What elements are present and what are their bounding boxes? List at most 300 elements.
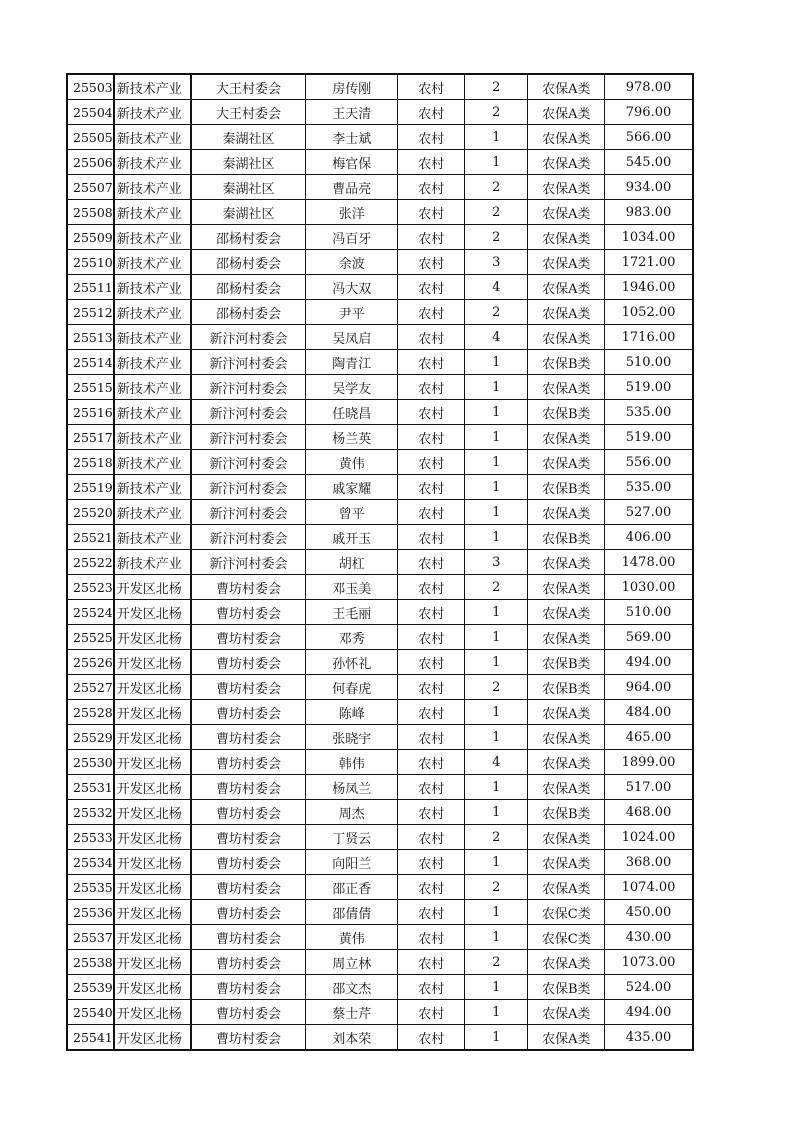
person-name-cell: 邓玉美 [306, 575, 398, 600]
row-id-cell: 25526 [67, 650, 114, 675]
amount-cell: 535.00 [605, 475, 693, 500]
village-cell: 曹坊村委会 [191, 725, 306, 750]
insurance-category-cell: 农保A类 [528, 775, 605, 800]
village-cell: 曹坊村委会 [191, 625, 306, 650]
household-type-cell: 农村 [398, 900, 465, 925]
village-cell: 大王村委会 [191, 74, 306, 100]
village-cell: 新汴河村委会 [191, 375, 306, 400]
village-cell: 曹坊村委会 [191, 1000, 306, 1025]
person-name-cell: 戚开玉 [306, 525, 398, 550]
village-cell: 新汴河村委会 [191, 500, 306, 525]
member-count-cell: 2 [465, 200, 528, 225]
area-cell: 开发区北杨 [114, 825, 191, 850]
area-cell: 开发区北杨 [114, 650, 191, 675]
table-row [67, 450, 693, 475]
amount-cell: 1899.00 [605, 750, 693, 775]
household-type-cell: 农村 [398, 875, 465, 900]
insurance-category-cell: 农保B类 [528, 350, 605, 375]
area-cell: 开发区北杨 [114, 900, 191, 925]
village-cell: 秦湖社区 [191, 125, 306, 150]
table-row [67, 300, 693, 325]
amount-cell: 510.00 [605, 600, 693, 625]
person-name-cell: 张晓宇 [306, 725, 398, 750]
person-name-cell: 黄伟 [306, 450, 398, 475]
table-row [67, 125, 693, 150]
row-id-cell: 25539 [67, 975, 114, 1000]
member-count-cell: 3 [465, 250, 528, 275]
village-cell: 新汴河村委会 [191, 425, 306, 450]
person-name-cell: 张洋 [306, 200, 398, 225]
person-name-cell: 吴学友 [306, 375, 398, 400]
insurance-category-cell: 农保A类 [528, 850, 605, 875]
amount-cell: 566.00 [605, 125, 693, 150]
insurance-category-cell: 农保B类 [528, 650, 605, 675]
household-type-cell: 农村 [398, 425, 465, 450]
amount-cell: 1478.00 [605, 550, 693, 575]
person-name-cell: 邓秀 [306, 625, 398, 650]
member-count-cell: 1 [465, 125, 528, 150]
table-row [67, 825, 693, 850]
amount-cell: 435.00 [605, 1025, 693, 1051]
household-type-cell: 农村 [398, 650, 465, 675]
household-type-cell: 农村 [398, 125, 465, 150]
member-count-cell: 1 [465, 850, 528, 875]
person-name-cell: 梅官保 [306, 150, 398, 175]
household-type-cell: 农村 [398, 1025, 465, 1051]
row-id-cell: 25506 [67, 150, 114, 175]
insurance-category-cell: 农保C类 [528, 925, 605, 950]
amount-cell: 1074.00 [605, 875, 693, 900]
member-count-cell: 1 [465, 1000, 528, 1025]
person-name-cell: 周杰 [306, 800, 398, 825]
household-type-cell: 农村 [398, 850, 465, 875]
insurance-category-cell: 农保A类 [528, 175, 605, 200]
row-id-cell: 25509 [67, 225, 114, 250]
insurance-category-cell: 农保A类 [528, 750, 605, 775]
row-id-cell: 25524 [67, 600, 114, 625]
row-id-cell: 25534 [67, 850, 114, 875]
row-id-cell: 25517 [67, 425, 114, 450]
member-count-cell: 1 [465, 800, 528, 825]
area-cell: 新技术产业 [114, 225, 191, 250]
area-cell: 开发区北杨 [114, 875, 191, 900]
amount-cell: 510.00 [605, 350, 693, 375]
amount-cell: 934.00 [605, 175, 693, 200]
area-cell: 开发区北杨 [114, 625, 191, 650]
row-id-cell: 25519 [67, 475, 114, 500]
amount-cell: 1052.00 [605, 300, 693, 325]
amount-cell: 519.00 [605, 425, 693, 450]
area-cell: 开发区北杨 [114, 700, 191, 725]
village-cell: 曹坊村委会 [191, 675, 306, 700]
insurance-category-cell: 农保A类 [528, 125, 605, 150]
amount-cell: 1721.00 [605, 250, 693, 275]
household-type-cell: 农村 [398, 550, 465, 575]
household-type-cell: 农村 [398, 625, 465, 650]
insurance-category-cell: 农保A类 [528, 325, 605, 350]
household-type-cell: 农村 [398, 450, 465, 475]
household-type-cell: 农村 [398, 725, 465, 750]
amount-cell: 983.00 [605, 200, 693, 225]
table-row [67, 100, 693, 125]
insurance-category-cell: 农保A类 [528, 450, 605, 475]
area-cell: 开发区北杨 [114, 950, 191, 975]
insurance-category-cell: 农保A类 [528, 725, 605, 750]
member-count-cell: 1 [465, 475, 528, 500]
village-cell: 曹坊村委会 [191, 700, 306, 725]
amount-cell: 368.00 [605, 850, 693, 875]
village-cell: 曹坊村委会 [191, 575, 306, 600]
household-type-cell: 农村 [398, 375, 465, 400]
amount-cell: 1073.00 [605, 950, 693, 975]
person-name-cell: 黄伟 [306, 925, 398, 950]
household-type-cell: 农村 [398, 225, 465, 250]
row-id-cell: 25530 [67, 750, 114, 775]
member-count-cell: 1 [465, 900, 528, 925]
member-count-cell: 1 [465, 150, 528, 175]
area-cell: 新技术产业 [114, 250, 191, 275]
member-count-cell: 2 [465, 74, 528, 100]
village-cell: 曹坊村委会 [191, 600, 306, 625]
amount-cell: 494.00 [605, 650, 693, 675]
row-id-cell: 25505 [67, 125, 114, 150]
amount-cell: 545.00 [605, 150, 693, 175]
insurance-category-cell: 农保A类 [528, 150, 605, 175]
household-type-cell: 农村 [398, 300, 465, 325]
household-type-cell: 农村 [398, 525, 465, 550]
insurance-category-cell: 农保A类 [528, 825, 605, 850]
area-cell: 新技术产业 [114, 175, 191, 200]
village-cell: 新汴河村委会 [191, 525, 306, 550]
row-id-cell: 25528 [67, 700, 114, 725]
household-type-cell: 农村 [398, 74, 465, 100]
amount-cell: 430.00 [605, 925, 693, 950]
person-name-cell: 周立林 [306, 950, 398, 975]
table-row [67, 625, 693, 650]
table-row [67, 700, 693, 725]
table-row [67, 425, 693, 450]
table-row [67, 375, 693, 400]
area-cell: 开发区北杨 [114, 775, 191, 800]
amount-cell: 450.00 [605, 900, 693, 925]
member-count-cell: 2 [465, 875, 528, 900]
person-name-cell: 李士斌 [306, 125, 398, 150]
amount-cell: 494.00 [605, 1000, 693, 1025]
table-row [67, 975, 693, 1000]
insurance-category-cell: 农保B类 [528, 675, 605, 700]
member-count-cell: 1 [465, 650, 528, 675]
area-cell: 新技术产业 [114, 525, 191, 550]
village-cell: 曹坊村委会 [191, 900, 306, 925]
amount-cell: 527.00 [605, 500, 693, 525]
row-id-cell: 25511 [67, 275, 114, 300]
row-id-cell: 25513 [67, 325, 114, 350]
village-cell: 曹坊村委会 [191, 775, 306, 800]
insurance-category-cell: 农保B类 [528, 975, 605, 1000]
table-row [67, 250, 693, 275]
village-cell: 曹坊村委会 [191, 800, 306, 825]
area-cell: 新技术产业 [114, 325, 191, 350]
insurance-category-cell: 农保C类 [528, 900, 605, 925]
row-id-cell: 25535 [67, 875, 114, 900]
village-cell: 曹坊村委会 [191, 950, 306, 975]
table-row [67, 225, 693, 250]
member-count-cell: 1 [465, 600, 528, 625]
table-row [67, 800, 693, 825]
member-count-cell: 1 [465, 1025, 528, 1051]
member-count-cell: 2 [465, 300, 528, 325]
village-cell: 邵杨村委会 [191, 300, 306, 325]
amount-cell: 517.00 [605, 775, 693, 800]
insurance-category-cell: 农保A类 [528, 700, 605, 725]
village-cell: 邵杨村委会 [191, 275, 306, 300]
person-name-cell: 房传刚 [306, 74, 398, 100]
person-name-cell: 杨凤兰 [306, 775, 398, 800]
insurance-category-cell: 农保A类 [528, 950, 605, 975]
table-row [67, 525, 693, 550]
member-count-cell: 1 [465, 425, 528, 450]
row-id-cell: 25527 [67, 675, 114, 700]
household-type-cell: 农村 [398, 700, 465, 725]
member-count-cell: 1 [465, 350, 528, 375]
village-cell: 邵杨村委会 [191, 225, 306, 250]
household-type-cell: 农村 [398, 500, 465, 525]
table-row [67, 850, 693, 875]
area-cell: 开发区北杨 [114, 1025, 191, 1051]
member-count-cell: 1 [465, 500, 528, 525]
member-count-cell: 2 [465, 825, 528, 850]
person-name-cell: 陶青江 [306, 350, 398, 375]
insurance-category-cell: 农保A类 [528, 575, 605, 600]
row-id-cell: 25523 [67, 575, 114, 600]
amount-cell: 1716.00 [605, 325, 693, 350]
village-cell: 秦湖社区 [191, 175, 306, 200]
amount-cell: 1024.00 [605, 825, 693, 850]
insurance-category-cell: 农保A类 [528, 100, 605, 125]
household-type-cell: 农村 [398, 750, 465, 775]
village-cell: 曹坊村委会 [191, 850, 306, 875]
area-cell: 开发区北杨 [114, 925, 191, 950]
row-id-cell: 25541 [67, 1025, 114, 1051]
household-type-cell: 农村 [398, 775, 465, 800]
household-type-cell: 农村 [398, 200, 465, 225]
household-type-cell: 农村 [398, 350, 465, 375]
village-cell: 曹坊村委会 [191, 750, 306, 775]
household-type-cell: 农村 [398, 1000, 465, 1025]
area-cell: 开发区北杨 [114, 600, 191, 625]
village-cell: 曹坊村委会 [191, 1025, 306, 1051]
member-count-cell: 1 [465, 625, 528, 650]
row-id-cell: 25531 [67, 775, 114, 800]
area-cell: 新技术产业 [114, 475, 191, 500]
amount-cell: 519.00 [605, 375, 693, 400]
insurance-category-cell: 农保A类 [528, 250, 605, 275]
amount-cell: 964.00 [605, 675, 693, 700]
person-name-cell: 丁贤云 [306, 825, 398, 850]
row-id-cell: 25507 [67, 175, 114, 200]
table-row [67, 475, 693, 500]
area-cell: 新技术产业 [114, 450, 191, 475]
village-cell: 曹坊村委会 [191, 825, 306, 850]
village-cell: 曹坊村委会 [191, 925, 306, 950]
area-cell: 新技术产业 [114, 200, 191, 225]
village-cell: 秦湖社区 [191, 200, 306, 225]
insurance-category-cell: 农保A类 [528, 300, 605, 325]
table-row [67, 550, 693, 575]
member-count-cell: 2 [465, 225, 528, 250]
member-count-cell: 4 [465, 750, 528, 775]
table-row [67, 600, 693, 625]
area-cell: 新技术产业 [114, 400, 191, 425]
person-name-cell: 韩伟 [306, 750, 398, 775]
table-row [67, 74, 693, 100]
table-row [67, 350, 693, 375]
row-id-cell: 25510 [67, 250, 114, 275]
amount-cell: 1946.00 [605, 275, 693, 300]
insurance-category-cell: 农保B类 [528, 800, 605, 825]
data-table [66, 73, 694, 1051]
row-id-cell: 25529 [67, 725, 114, 750]
person-name-cell: 王毛丽 [306, 600, 398, 625]
person-name-cell: 刘本荣 [306, 1025, 398, 1051]
member-count-cell: 2 [465, 575, 528, 600]
row-id-cell: 25514 [67, 350, 114, 375]
table-row [67, 200, 693, 225]
table-row [67, 950, 693, 975]
row-id-cell: 25532 [67, 800, 114, 825]
person-name-cell: 戚家耀 [306, 475, 398, 500]
table-row [67, 150, 693, 175]
household-type-cell: 农村 [398, 325, 465, 350]
area-cell: 开发区北杨 [114, 850, 191, 875]
person-name-cell: 余波 [306, 250, 398, 275]
table-row [67, 925, 693, 950]
row-id-cell: 25504 [67, 100, 114, 125]
person-name-cell: 冯大双 [306, 275, 398, 300]
household-type-cell: 农村 [398, 800, 465, 825]
household-type-cell: 农村 [398, 575, 465, 600]
row-id-cell: 25512 [67, 300, 114, 325]
person-name-cell: 冯百牙 [306, 225, 398, 250]
member-count-cell: 1 [465, 775, 528, 800]
insurance-category-cell: 农保A类 [528, 200, 605, 225]
area-cell: 开发区北杨 [114, 975, 191, 1000]
insurance-category-cell: 农保B类 [528, 525, 605, 550]
insurance-category-cell: 农保A类 [528, 550, 605, 575]
area-cell: 新技术产业 [114, 275, 191, 300]
amount-cell: 556.00 [605, 450, 693, 475]
area-cell: 开发区北杨 [114, 800, 191, 825]
area-cell: 新技术产业 [114, 150, 191, 175]
person-name-cell: 邵倩倩 [306, 900, 398, 925]
insurance-category-cell: 农保A类 [528, 1025, 605, 1051]
insurance-category-cell: 农保A类 [528, 500, 605, 525]
household-type-cell: 农村 [398, 975, 465, 1000]
person-name-cell: 向阳兰 [306, 850, 398, 875]
village-cell: 曹坊村委会 [191, 650, 306, 675]
member-count-cell: 2 [465, 100, 528, 125]
village-cell: 邵杨村委会 [191, 250, 306, 275]
row-id-cell: 25538 [67, 950, 114, 975]
table-row [67, 1025, 693, 1051]
insurance-category-cell: 农保A类 [528, 1000, 605, 1025]
row-id-cell: 25503 [67, 74, 114, 100]
person-name-cell: 杨兰英 [306, 425, 398, 450]
area-cell: 开发区北杨 [114, 1000, 191, 1025]
area-cell: 开发区北杨 [114, 750, 191, 775]
row-id-cell: 25540 [67, 1000, 114, 1025]
household-type-cell: 农村 [398, 400, 465, 425]
row-id-cell: 25518 [67, 450, 114, 475]
member-count-cell: 1 [465, 525, 528, 550]
row-id-cell: 25516 [67, 400, 114, 425]
village-cell: 曹坊村委会 [191, 875, 306, 900]
village-cell: 新汴河村委会 [191, 325, 306, 350]
village-cell: 新汴河村委会 [191, 350, 306, 375]
person-name-cell: 曾平 [306, 500, 398, 525]
member-count-cell: 2 [465, 675, 528, 700]
village-cell: 曹坊村委会 [191, 975, 306, 1000]
area-cell: 新技术产业 [114, 350, 191, 375]
village-cell: 新汴河村委会 [191, 400, 306, 425]
household-type-cell: 农村 [398, 250, 465, 275]
area-cell: 新技术产业 [114, 100, 191, 125]
table-row [67, 775, 693, 800]
household-type-cell: 农村 [398, 675, 465, 700]
member-count-cell: 2 [465, 175, 528, 200]
amount-cell: 796.00 [605, 100, 693, 125]
member-count-cell: 1 [465, 925, 528, 950]
household-type-cell: 农村 [398, 175, 465, 200]
village-cell: 新汴河村委会 [191, 550, 306, 575]
amount-cell: 978.00 [605, 74, 693, 100]
amount-cell: 484.00 [605, 700, 693, 725]
amount-cell: 468.00 [605, 800, 693, 825]
person-name-cell: 孙怀礼 [306, 650, 398, 675]
row-id-cell: 25515 [67, 375, 114, 400]
person-name-cell: 任晓昌 [306, 400, 398, 425]
person-name-cell: 吴凤启 [306, 325, 398, 350]
row-id-cell: 25525 [67, 625, 114, 650]
area-cell: 新技术产业 [114, 550, 191, 575]
insurance-category-cell: 农保A类 [528, 600, 605, 625]
member-count-cell: 1 [465, 725, 528, 750]
row-id-cell: 25536 [67, 900, 114, 925]
insurance-category-cell: 农保A类 [528, 375, 605, 400]
person-name-cell: 邵正香 [306, 875, 398, 900]
area-cell: 开发区北杨 [114, 725, 191, 750]
row-id-cell: 25522 [67, 550, 114, 575]
row-id-cell: 25520 [67, 500, 114, 525]
household-type-cell: 农村 [398, 275, 465, 300]
person-name-cell: 何春虎 [306, 675, 398, 700]
table-row [67, 750, 693, 775]
household-type-cell: 农村 [398, 825, 465, 850]
household-type-cell: 农村 [398, 950, 465, 975]
row-id-cell: 25537 [67, 925, 114, 950]
household-type-cell: 农村 [398, 150, 465, 175]
amount-cell: 535.00 [605, 400, 693, 425]
member-count-cell: 3 [465, 550, 528, 575]
area-cell: 新技术产业 [114, 300, 191, 325]
household-type-cell: 农村 [398, 475, 465, 500]
member-count-cell: 2 [465, 950, 528, 975]
table-row [67, 650, 693, 675]
row-id-cell: 25508 [67, 200, 114, 225]
table-row [67, 175, 693, 200]
row-id-cell: 25521 [67, 525, 114, 550]
amount-cell: 406.00 [605, 525, 693, 550]
